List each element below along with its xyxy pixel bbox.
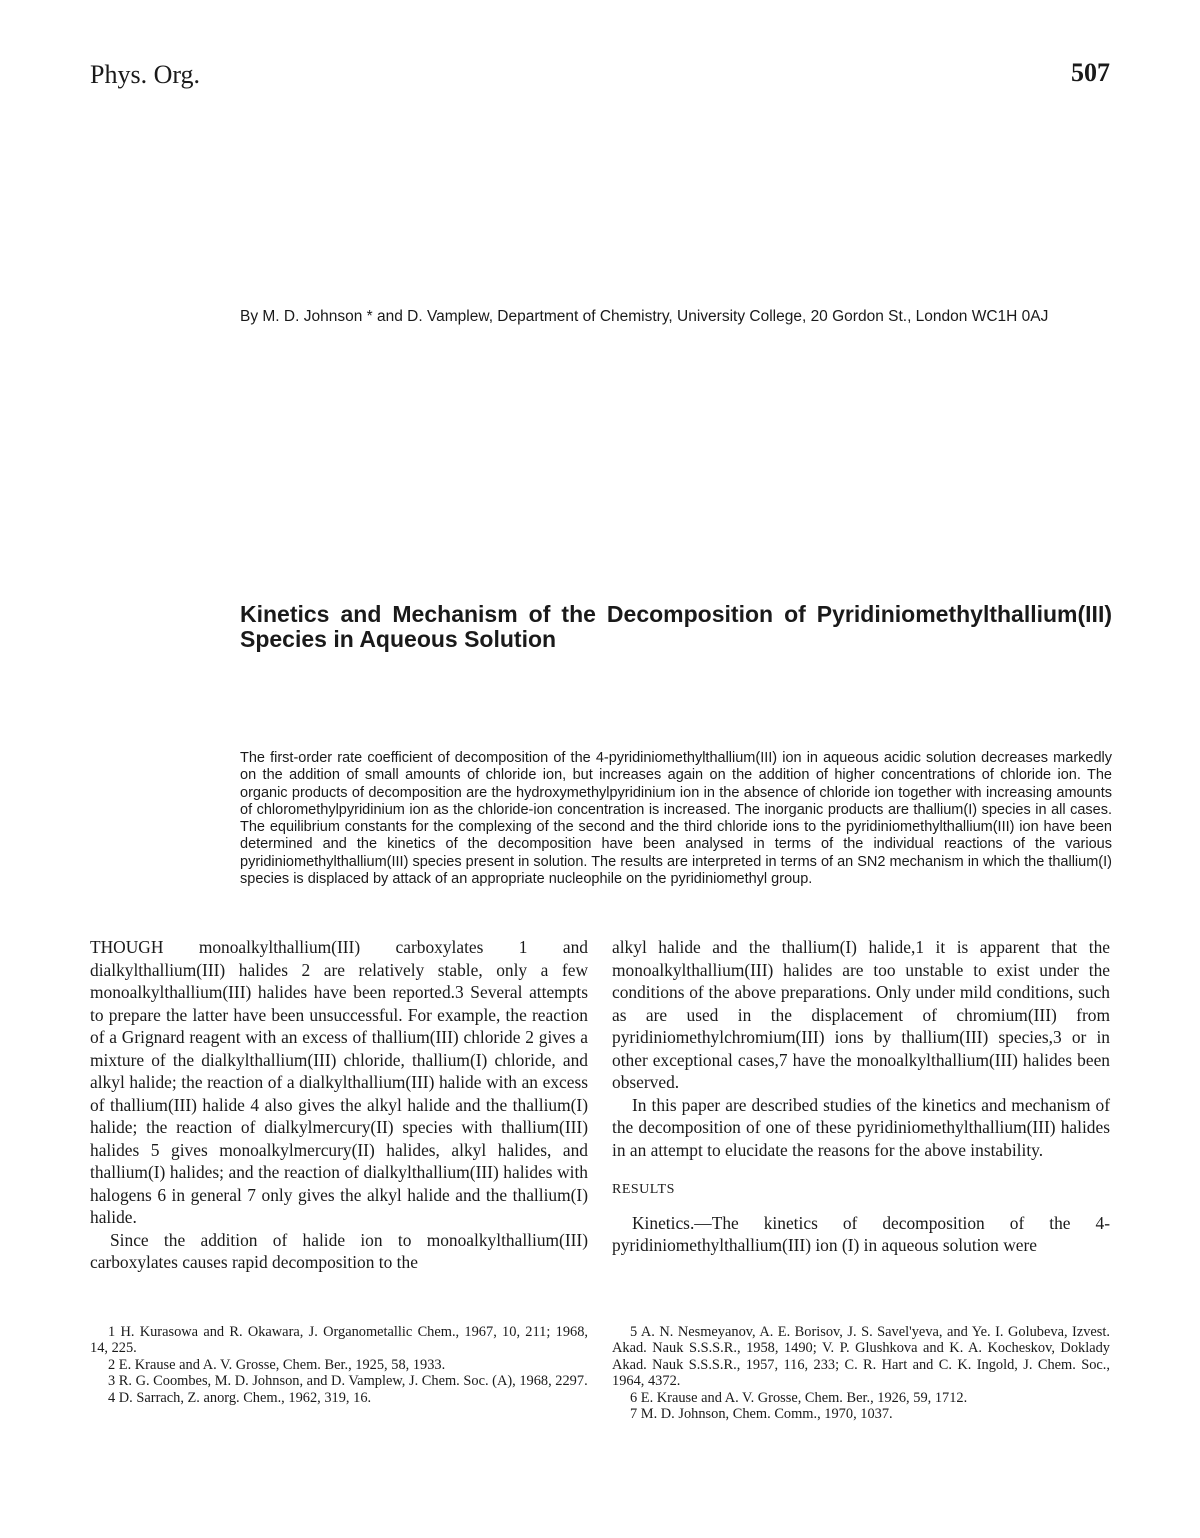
abstract: The first-order rate coefficient of decomposition of the 4-pyridiniomethylthallium(III) ion in aqueous acidic solution decreases markedly on the addition of small amounts of chloride ion, but increases again on the addition of higher concentrations of chloride ion. The organic products of decomposition are the hydroxymethylpyridinium ion in the absence of chloride ion together with increasing amounts of chloromethylpyridinium ion as the chloride-ion concentration is increased. The inorganic products are thallium(I) species in all cases. The equilibrium constants for the complexing of the second and the third chloride ions to the pyridiniomethylthallium(III) ion have been determined and the kinetics of the decomposition have been analysed in terms of the individual reactions of the various pyridiniomethylthallium(III) species present in solution. The results are interpreted in terms of an SN2 mechanism in which the thallium(I) species is displaced by attack of an appropriate nucleophile on the pyridiniomethyl group. — [240, 750, 1112, 888]
body-paragraph: In this paper are described studies of the kinetics and mechanism of the decomposition of one of these pyridiniomethylthallium(III) halides in an attempt to elucidate the reasons for the above instability. — [612, 1094, 1110, 1160]
body-paragraph: Since the addition of halide ion to monoalkylthallium(III) carboxylates causes rapid decomposition to the — [90, 1229, 588, 1272]
footnote: 3 R. G. Coombes, M. D. Johnson, and D. Vamplew, J. Chem. Soc. (A), 1968, 2297. — [108, 1373, 588, 1390]
footnotes-left — [90, 1324, 588, 1406]
section-heading-results: RESULTS — [612, 1182, 675, 1197]
footnote: 6 E. Krause and A. V. Grosse, Chem. Ber., 1926, 59, 1712. — [630, 1389, 968, 1406]
article-title: Kinetics and Mechanism of the Decomposition of Pyridiniomethylthallium(III) Species in Aqueous Solution — [240, 601, 1112, 652]
journal-section-label: Phys. Org. — [90, 60, 201, 89]
author-byline: By M. D. Johnson * and D. Vamplew, Department of Chemistry, University College, 20 Gordon St., London WC1H 0AJ — [240, 308, 1049, 325]
footnote: 7 M. D. Johnson, Chem. Comm., 1970, 1037. — [630, 1406, 893, 1423]
footnote: 5 A. N. Nesmeyanov, A. E. Borisov, J. S. Savel'yeva, and Ye. I. Golubeva, Izvest. Akad. Nauk S.S.S.R., 1958, 1490; V. P. Glushkova and K. A. Kocheskov, Doklady Akad. Nauk S.S.S.R., 1957, 116, 233; C. R. Hart and C. K. Ingold, J. Chem. Soc., 1964, 4372. — [612, 1324, 1110, 1390]
footnote: 2 E. Krause and A. V. Grosse, Chem. Ber., 1925, 58, 1933. — [108, 1356, 446, 1373]
body-paragraph: Kinetics.—The kinetics of decomposition of the 4-pyridiniomethylthallium(III) ion (I) in aqueous solution were — [612, 1212, 1110, 1255]
body-paragraph: THOUGH monoalkylthallium(III) carboxylates 1 and dialkylthallium(III) halides 2 are relatively stable, only a few monoalkylthallium(III) halides have been reported.3 Several attempts to prepare the latter have been unsuccessful. For example, the reaction of a Grignard reagent with an excess of thallium(III) chloride 2 gives a mixture of the dialkylthallium(III) chloride, thallium(I) chloride, and alkyl halide; the reaction of a dialkylthallium(III) halide with an excess of thallium(III) halide 4 also gives the alkyl halide and the thallium(I) halide; the reaction of dialkylmercury(II) species with thallium(III) halides 5 gives monoalkylmercury(II) halides, alkyl halides, and thallium(I) halides; and the reaction of dialkylthallium(III) halides with halogens 6 in general 7 only gives the alkyl halide and the thallium(I) halide. — [90, 937, 588, 1227]
footnote: 4 D. Sarrach, Z. anorg. Chem., 1962, 319, 16. — [108, 1389, 372, 1406]
footnotes-right — [612, 1324, 1110, 1422]
page-number: 507 — [1071, 58, 1110, 87]
body-paragraph: alkyl halide and the thallium(I) halide,1 it is apparent that the monoalkylthallium(III) halides are too unstable to exist under the conditions of the above preparations. Only under mild conditions, such as are used in the displacement of chromium(III) from pyridiniomethylchromium(III) ions by thallium(III) species,3 or in other exceptional cases,7 have the monoalkylthallium(III) halides been observed. — [612, 937, 1110, 1092]
footnote: 1 H. Kurasowa and R. Okawara, J. Organometallic Chem., 1967, 10, 211; 1968, 14, 225. — [90, 1324, 588, 1357]
left-column — [90, 936, 588, 1274]
right-column — [612, 936, 1110, 1257]
